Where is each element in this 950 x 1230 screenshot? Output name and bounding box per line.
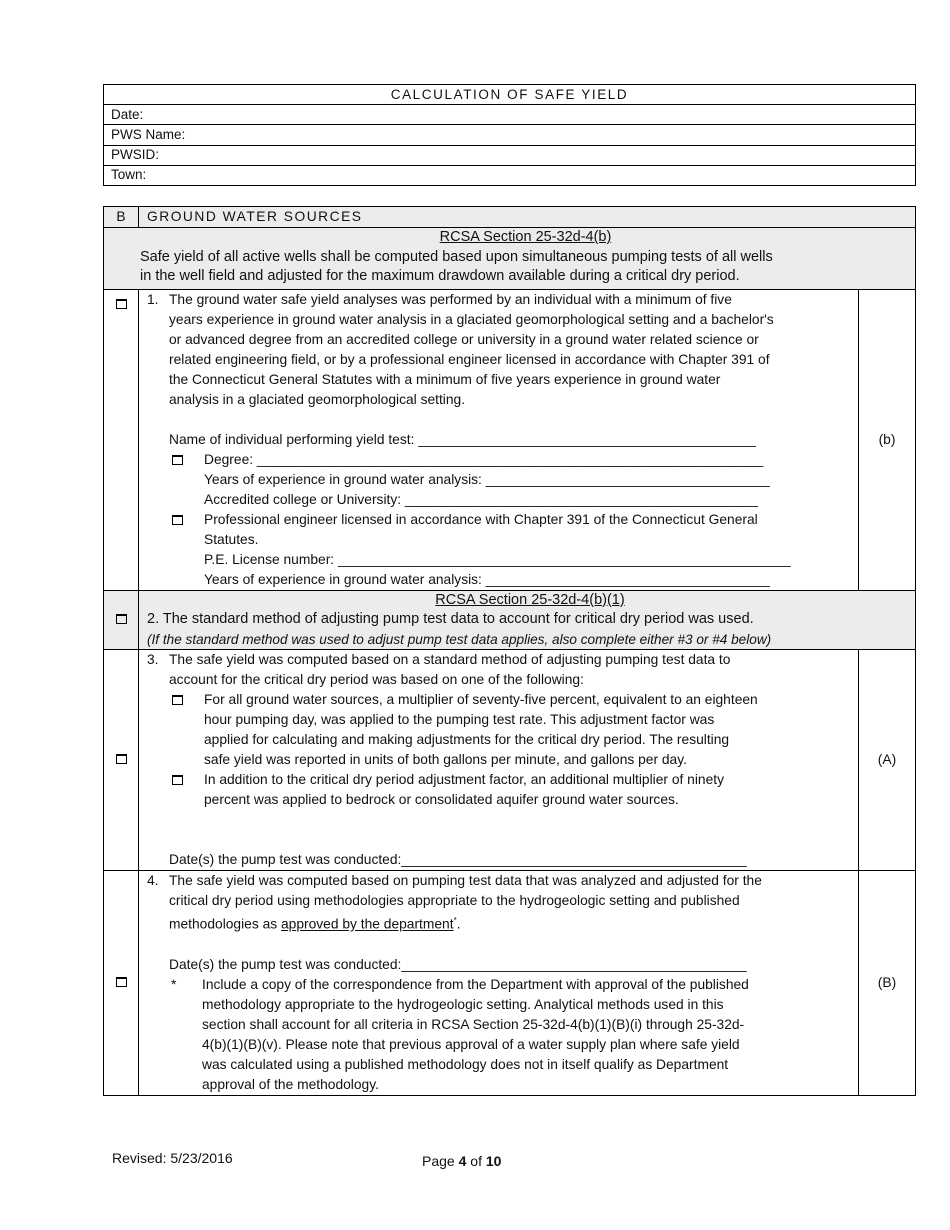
section-header-row [104, 207, 916, 228]
ground-water-sources-table [103, 206, 916, 1096]
approved-by-department-link[interactable]: approved by the department [280, 916, 454, 932]
footnote-marker: * [453, 916, 457, 925]
item-3-row [104, 650, 916, 871]
pwsid-field[interactable]: PWSID: [104, 145, 916, 165]
item-1-row [104, 289, 916, 590]
footnote-asterisk: * [171, 976, 177, 992]
item-1-checkbox[interactable] [116, 299, 127, 309]
intro-line-2: in the well field and adjusted for the maximum drawdown available during a critical dry period. [140, 268, 740, 284]
item-3-number: 3. [147, 652, 159, 667]
footnote-line: Include a copy of the correspondence from the Department with approval of the published [202, 976, 749, 992]
item-1-line: the Connecticut General Statutes with a minimum of five years experience in ground water [169, 371, 721, 387]
college-field[interactable]: Accredited college or University: ______________________________________________ [204, 491, 758, 507]
pe-line: Statutes. [204, 531, 259, 547]
total-pages: 10 [485, 1153, 502, 1169]
option-line: In addition to the critical dry period adjustment factor, an additional multiplier of ninety [204, 772, 724, 787]
option-line: percent was applied to bedrock or consolidated aquifer ground water sources. [204, 792, 679, 807]
item-4-line [169, 911, 852, 935]
item-1-text [139, 290, 858, 590]
item-4-checkbox[interactable] [116, 977, 127, 987]
bedrock-multiplier-option [169, 770, 852, 810]
footnote-line: was calculated using a published methodology does not in itself qualify as Department [202, 1056, 729, 1072]
item-4-line: The safe yield was computed based on pumping test data that was analyzed and adjusted for the [169, 873, 762, 888]
bedrock-multiplier-checkbox[interactable] [172, 775, 183, 785]
pe-license-field[interactable]: P.E. License number: ___________________________________________________________ [204, 551, 791, 567]
page-label: Page [422, 1153, 459, 1169]
pe-option [169, 510, 852, 550]
item-4-text [139, 871, 858, 1095]
footnote-line: section shall account for all criteria in RCSA Section 25-32d-4(b)(1)(B)(i) through 25-32d- [202, 1016, 745, 1032]
item-3-checkbox[interactable] [116, 754, 127, 764]
item-4-line: critical dry period using methodologies appropriate to the hydrogeologic setting and published [169, 893, 740, 908]
footnote-line: methodology appropriate to the hydrogeologic setting. Analytical methods used in this [202, 996, 724, 1012]
degree-field[interactable]: Degree: __________________________________________________________________ [204, 451, 764, 467]
yield-tester-name-field[interactable]: Name of individual performing yield test: ____________________________________________ [169, 431, 756, 447]
item-1-line: years experience in ground water analysis in a glaciated geomorphological setting and a bachelor's [169, 311, 774, 327]
revised-date: Revised: 5/23/2016 [112, 1150, 233, 1166]
item-4-line-end: . [456, 916, 461, 932]
item-3-line: The safe yield was computed based on a standard method of adjusting pumping test data to [169, 652, 731, 667]
pe-checkbox[interactable] [172, 515, 183, 525]
item-3-line: account for the critical dry period was based on one of the following: [169, 672, 584, 687]
footnote-line: 4(b)(1)(B)(v). Please note that previous approval of a water supply plan where safe yield [202, 1036, 740, 1052]
form-title: CALCULATION OF SAFE YIELD [104, 85, 916, 105]
section-intro-row [104, 228, 916, 290]
item-1-line: The ground water safe yield analyses was performed by an individual with a minimum of five [169, 291, 732, 307]
item-4-row [104, 871, 916, 1096]
item-1-line: related engineering field, or by a professional engineer licensed in accordance with Chapter 391 of [169, 351, 770, 367]
degree-option [169, 450, 852, 470]
pws-name-field[interactable]: PWS Name: [104, 125, 916, 145]
item-4-footnote [169, 975, 852, 1095]
calculation-header-table [103, 84, 916, 186]
pe-years-field[interactable]: Years of experience in ground water analysis: _____________________________________ [204, 571, 770, 587]
item-2-row [104, 590, 916, 650]
page-number [422, 1153, 501, 1169]
page-of-label: of [466, 1153, 486, 1169]
item-3-pump-test-dates-field[interactable]: Date(s) the pump test was conducted:_____________________________________________ [169, 852, 747, 867]
item-1-line: analysis in a glaciated geomorphological setting. [169, 391, 466, 407]
option-line: For all ground water sources, a multiplier of seventy-five percent, equivalent to an eighteen [204, 692, 758, 707]
pe-line: Professional engineer licensed in accordance with Chapter 391 of the Connecticut General [204, 511, 758, 527]
town-field[interactable]: Town: [104, 165, 916, 185]
item-2-rcsa-reference: RCSA Section 25-32d-4(b)(1) [435, 591, 625, 608]
item-4-line-text: methodologies as [169, 916, 281, 932]
degree-checkbox[interactable] [172, 455, 183, 465]
standard-multiplier-option [169, 690, 852, 770]
section-title: GROUND WATER SOURCES [139, 207, 916, 228]
rcsa-reference: RCSA Section 25-32d-4(b) [439, 229, 612, 245]
current-page: 4 [458, 1153, 467, 1169]
item-3-text [139, 650, 858, 870]
item-2-checkbox[interactable] [116, 614, 127, 624]
item-4-number: 4. [147, 873, 159, 888]
item-1-line: or advanced degree from an accredited college or university in a ground water related science or [169, 331, 759, 347]
option-line: hour pumping day, was applied to the pumping test rate. This adjustment factor was [204, 712, 715, 727]
item-4-reference: (B) [859, 871, 916, 1096]
footnote-line: approval of the methodology. [202, 1076, 379, 1092]
item-2-text: 2. The standard method of adjusting pump test data to account for critical dry period was used. [147, 611, 754, 627]
item-2-note: (If the standard method was used to adjust pump test data applies, also complete either #3 or #4 below) [147, 631, 772, 647]
item-1-reference: (b) [859, 289, 916, 590]
section-letter: B [104, 207, 139, 228]
intro-line-1: Safe yield of all active wells shall be computed based upon simultaneous pumping tests of all wells [140, 248, 773, 265]
option-line: applied for calculating and making adjustments for the critical dry period. The resulting [204, 732, 730, 747]
degree-years-field[interactable]: Years of experience in ground water analysis: _____________________________________ [204, 471, 770, 487]
item-3-reference: (A) [859, 650, 916, 871]
option-line: safe yield was reported in units of both gallons per minute, and gallons per day. [204, 752, 687, 767]
standard-multiplier-checkbox[interactable] [172, 695, 183, 705]
date-field[interactable]: Date: [104, 105, 916, 125]
item-1-number: 1. [147, 291, 159, 307]
item-4-pump-test-dates-field[interactable]: Date(s) the pump test was conducted:_____________________________________________ [169, 956, 747, 972]
